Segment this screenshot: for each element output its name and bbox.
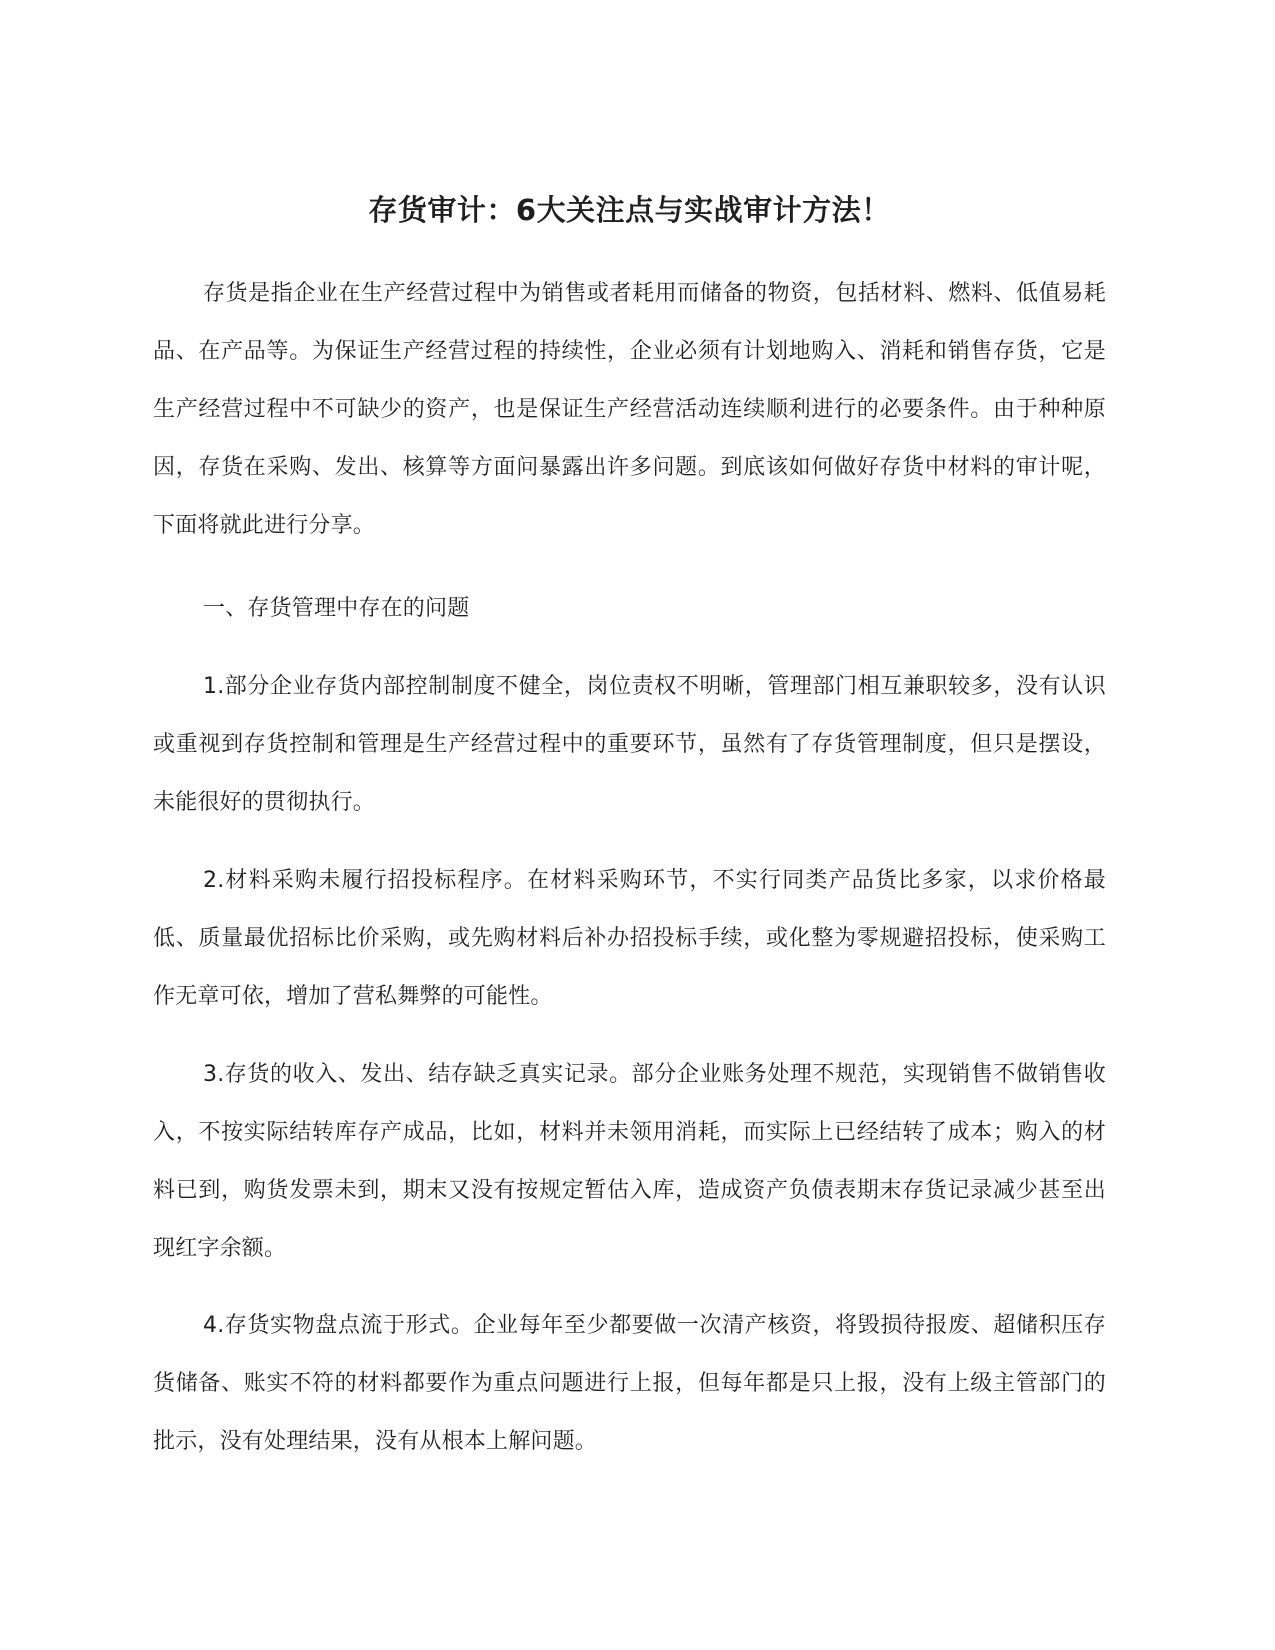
section-heading: 一、存货管理中存在的问题: [203, 596, 470, 621]
issue-paragraph-1: 1.部分企业存货内部控制制度不健全，岗位责权不明晰，管理部门相互兼职较多，没有认识或重视到存货控制和管理是生产经营过程中的重要环节，虽然有了存货管理制度，但只是摆设，未能很好的贯彻执行。: [153, 674, 1106, 815]
intro-paragraph: 存货是指企业在生产经营过程中为销售或者耗用而储备的物资，包括材料、燃料、低值易耗品、在产品等。为保证生产经营过程的持续性，企业必须有计划地购入、消耗和销售存货，它是生产经营过程中不可缺少的资产，也是保证生产经营活动连续顺利进行的必要条件。由于种种原因，存货在采购、发出、核算等方面问暴露出许多问题。到底该如何做好存货中材料的审计呢，下面将就此进行分享。: [153, 281, 1106, 538]
issue-paragraph-3: 3.存货的收入、发出、结存缺乏真实记录。部分企业账务处理不规范，实现销售不做销售收入，不按实际结转库存产成品，比如，材料并未领用消耗，而实际上已经结转了成本；购入的材料已到，购货发票未到，期末又没有按规定暂估入库，造成资产负债表期末存货记录减少甚至出现红字余额。: [153, 1062, 1106, 1261]
issue-paragraph-4: 4.存货实物盘点流于形式。企业每年至少都要做一次清产核资，将毁损待报废、超储积压存货储备、账实不符的材料都要作为重点问题进行上报，但每年都是只上报，没有上级主管部门的批示，没有处理结果，没有从根本上解问题。: [153, 1313, 1106, 1454]
document-title: 存货审计：6大关注点与实战审计方法！: [368, 193, 891, 227]
issue-paragraph-2: 2.材料采购未履行招投标程序。在材料采购环节，不实行同类产品货比多家，以求价格最低、质量最优招标比价采购，或先购材料后补办招投标手续，或化整为零规避招投标，使采购工作无章可依，增加了营私舞弊的可能性。: [153, 868, 1106, 1009]
